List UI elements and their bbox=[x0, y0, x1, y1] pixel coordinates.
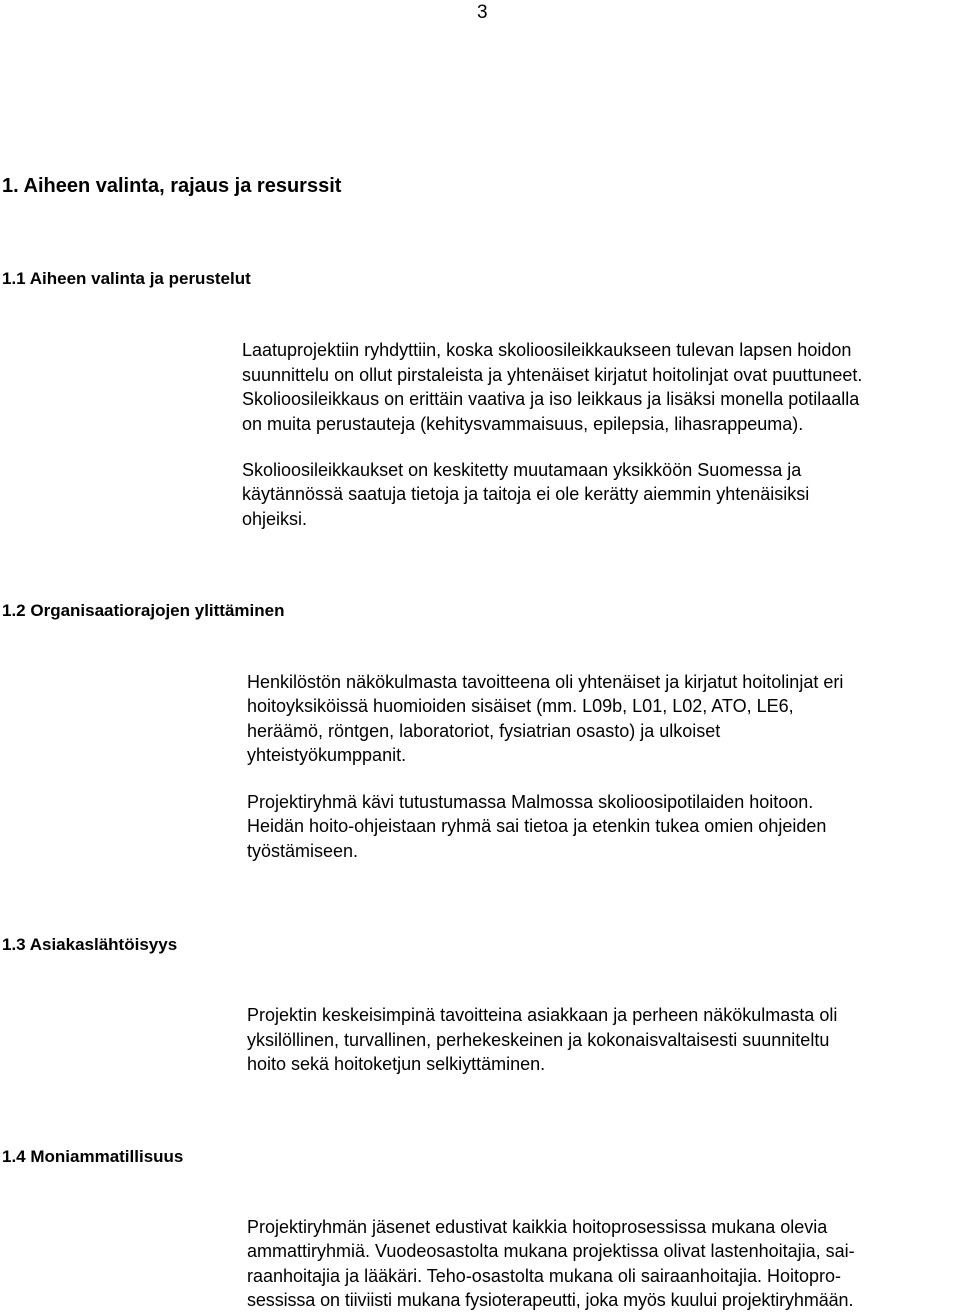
text-line: suunnittelu on ollut pirstaleista ja yhtenäiset kirjatut hoitolinjat ovat puuttuneet. bbox=[242, 365, 863, 385]
text-line: ohjeiksi. bbox=[242, 509, 308, 529]
chapter-title: 1. Aiheen valinta, rajaus ja resurssit bbox=[2, 175, 342, 197]
text-line: työstämiseen. bbox=[247, 841, 359, 861]
text-line: heräämö, röntgen, laboratoriot, fysiatrian osasto) ja ulkoiset bbox=[247, 721, 721, 741]
text-line: Henkilöstön näkökulmasta tavoitteena oli yhtenäiset ja kirjatut hoitolinjat eri bbox=[247, 672, 844, 692]
text-line: Projektiryhmä kävi tutustumassa Malmossa skolioosipotilaiden hoitoon. bbox=[247, 792, 814, 812]
text-line: Heidän hoito-ohjeistaan ryhmä sai tietoa ja etenkin tukea omien ohjeiden bbox=[247, 816, 827, 836]
section-heading-1-3: 1.3 Asiakaslähtöisyys bbox=[2, 935, 178, 954]
text-line: hoito sekä hoitoketjun selkiyttäminen. bbox=[247, 1054, 546, 1074]
text-line: sessissa on tiiviisti mukana fysioterapeutti, joka myös kuului projektiryhmään. bbox=[247, 1290, 854, 1310]
page-number: 3 bbox=[477, 2, 488, 23]
text-line: hoitoyksiköissä huomioiden sisäiset (mm. L09b, L01, L02, ATO, LE6, bbox=[247, 696, 794, 716]
section-heading-1-4: 1.4 Moniammatillisuus bbox=[2, 1147, 184, 1166]
text-line: Projektiryhmän jäsenet edustivat kaikkia hoitoprosessissa mukana olevia bbox=[247, 1217, 828, 1237]
text-line: Skolioosileikkaus on erittäin vaativa ja iso leikkaus ja lisäksi monella potilaalla bbox=[242, 389, 860, 409]
section-heading-1-1: 1.1 Aiheen valinta ja perustelut bbox=[2, 269, 251, 288]
text-line: yhteistyökumppanit. bbox=[247, 745, 407, 765]
text-line: Laatuprojektiin ryhdyttiin, koska skolioosileikkaukseen tulevan lapsen hoidon bbox=[242, 340, 852, 360]
text-line: ammattiryhmiä. Vuodeosastolta mukana projektissa olivat lastenhoitajia, sai- bbox=[247, 1241, 855, 1261]
text-line: on muita perustauteja (kehitysvammaisuus, epilepsia, lihasrappeuma). bbox=[242, 414, 804, 434]
text-line: Skolioosileikkaukset on keskitetty muutamaan yksikköön Suomessa ja bbox=[242, 460, 802, 480]
section-heading-1-2: 1.2 Organisaatiorajojen ylittäminen bbox=[2, 601, 285, 620]
text-line: käytännössä saatuja tietoja ja taitoja ei ole kerätty aiemmin yhtenäisiksi bbox=[242, 484, 810, 504]
text-line: Projektin keskeisimpinä tavoitteina asiakkaan ja perheen näkökulmasta oli bbox=[247, 1005, 838, 1025]
text-line: yksilöllinen, turvallinen, perhekeskeinen ja kokonaisvaltaisesti suunniteltu bbox=[247, 1030, 830, 1050]
text-line: raanhoitajia ja lääkäri. Teho-osastolta mukana oli sairaanhoitajia. Hoitopro- bbox=[247, 1266, 842, 1286]
